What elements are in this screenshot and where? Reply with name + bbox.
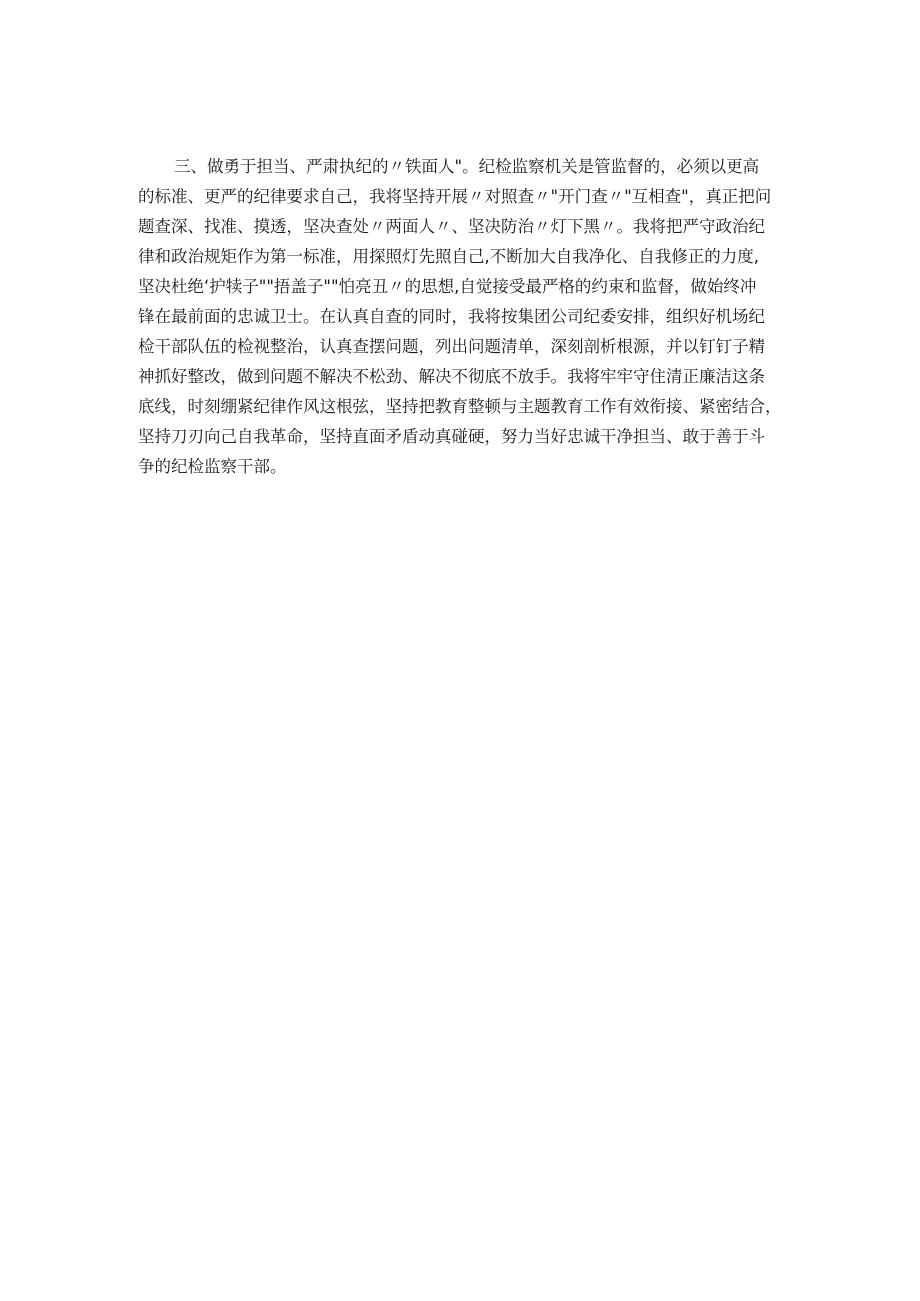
paragraph-line-2: 的标准、更严的纪律要求自己，我将坚持开展〃对照查〃"开门查〃"互相查"，真正把问 (138, 187, 772, 206)
paragraph-line-9: 底线，时刻绷紧纪律作风这根弦，坚持把教育整顿与主题教育工作有效衔接、紧密结合， (138, 397, 782, 416)
paragraph-line-11: 争的纪检监察干部。 (138, 457, 287, 476)
paragraph-line-8: 神抓好整改，做到问题不解决不松劲、解决不彻底不放手。我将牢牢守住清正廉洁这条 (138, 367, 765, 386)
paragraph-line-5: 坚决杜绝‘护犊子""捂盖子""怕亮丑〃的思想,自觉接受最严格的约束和监督，做始终冲 (138, 277, 757, 296)
paragraph-line-4: 律和政治规矩作为第一标准，用探照灯先照自己,不断加大自我净化、自我修正的力度, (138, 247, 759, 266)
paragraph-line-6: 锋在最前面的忠诚卫士。在认真自查的同时，我将按集团公司纪委安排，组织好机场纪 (138, 307, 765, 326)
paragraph-line-3: 题查深、找准、摸透，坚决查处〃两面人〃、坚决防治〃灯下黑〃。我将把严守政治纪 (138, 217, 765, 236)
paragraph-line-7: 检干部队伍的检视整治，认真查摆问题，列出问题清单，深刻剖析根源，并以钉钉子精 (138, 337, 765, 356)
paragraph-line-10: 坚持刀刃向己自我革命，坚持直面矛盾动真碰硬，努力当好忠诚干净担当、敢于善于斗 (138, 427, 765, 446)
paragraph-line-1: 三、做勇于担当、严肃执纪的〃铁面人"。纪检监察机关是管监督的，必须以更高 (174, 157, 760, 176)
body-paragraph (138, 152, 798, 482)
